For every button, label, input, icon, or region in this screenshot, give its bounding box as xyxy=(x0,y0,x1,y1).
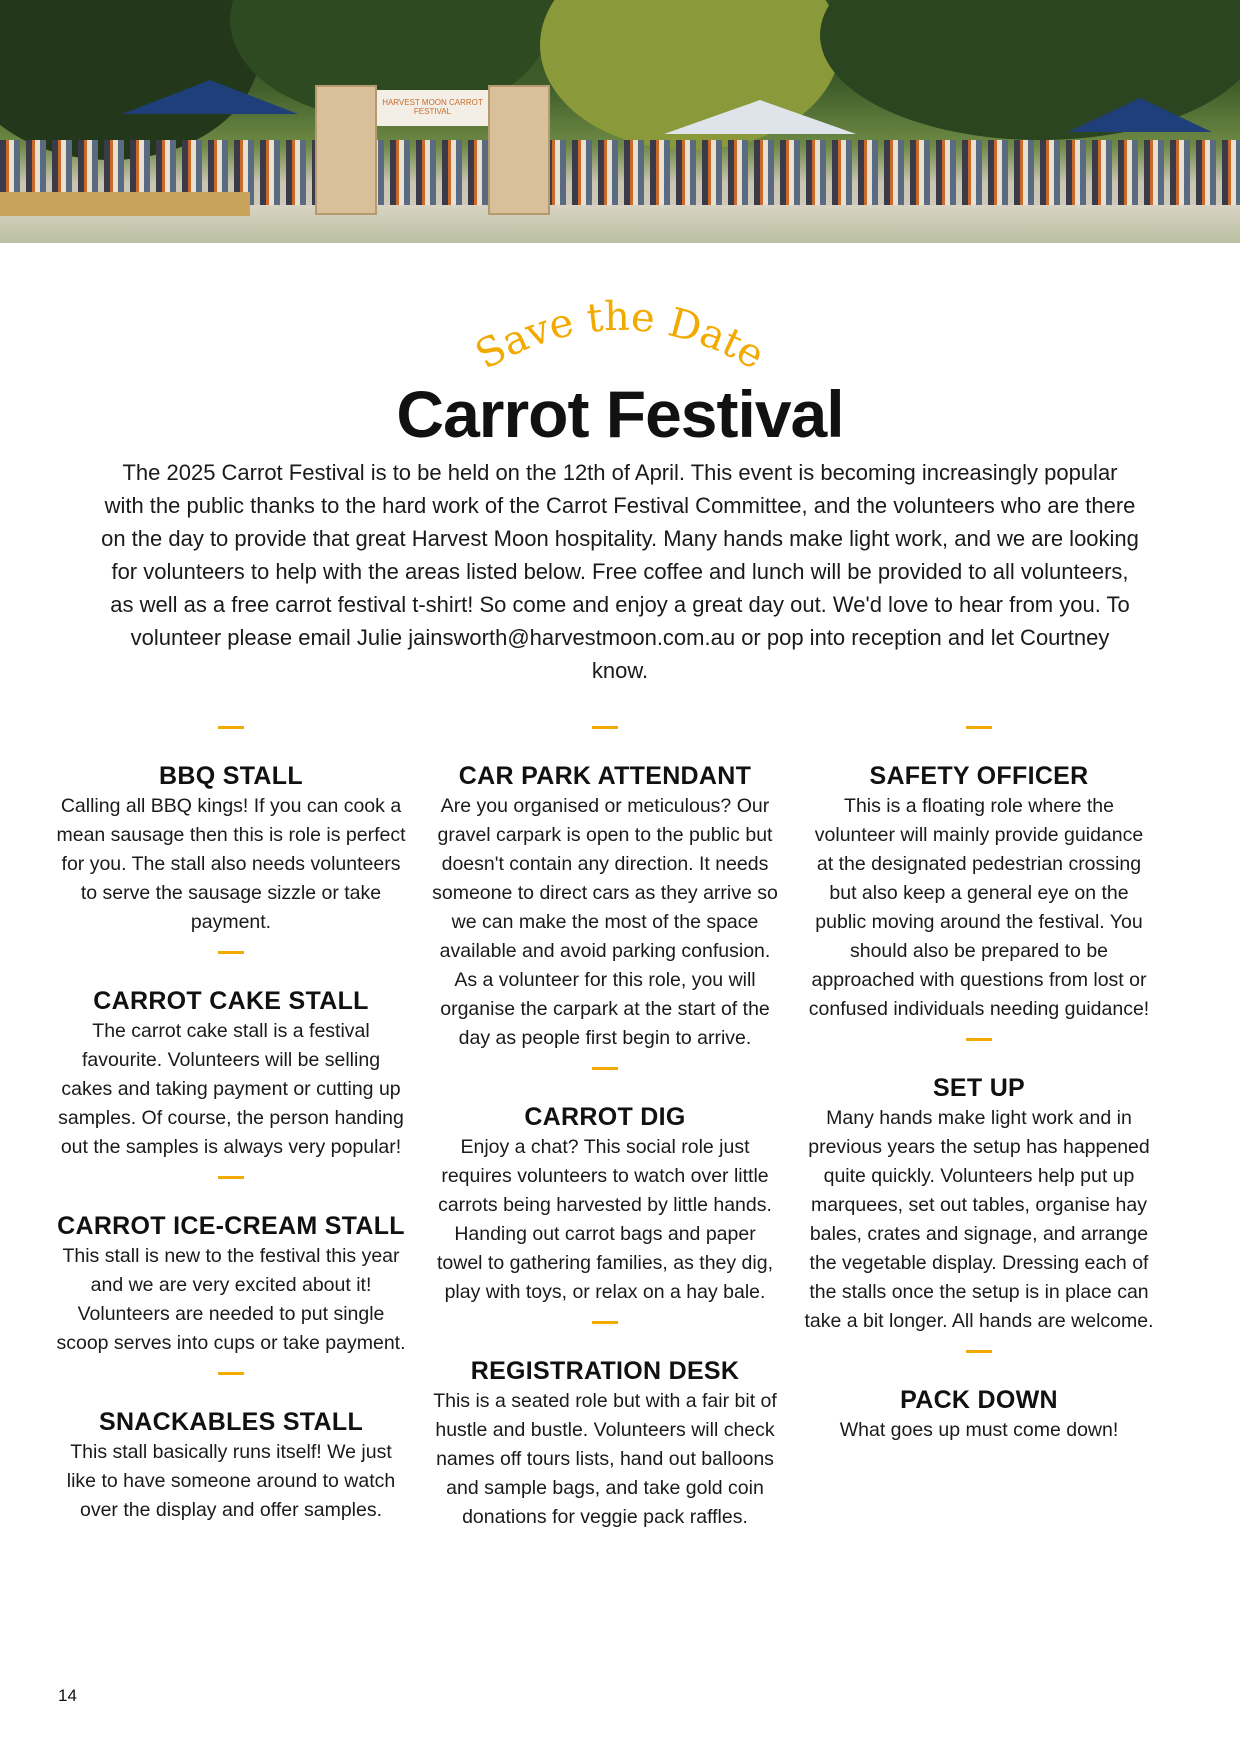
volunteer-role xyxy=(56,1176,406,1358)
role-description: Many hands make light work and in previous years the setup has happened quite quickly. Volunteers help put up marquees, set out tables, organise hay bales, crates and signage, and arrange the vegetable display. Dressing each of the stalls once the setup is in place can take a bit longer. All hands are welcome. xyxy=(804,1107,1154,1332)
intro-paragraph: The 2025 Carrot Festival is to be held on the 12th of April. This event is becoming increasingly popular with the public thanks to the hard work of the Carrot Festival Committee, and the volunteers who are there on the day to provide that great Harvest Moon hospitality. Many hands make light work, and we are looking for volunteers to help with the areas listed below. Free coffee and lunch will be provided to all volunteers, as well as a free carrot festival t-shirt! So come and enjoy a great day out. We'd love to hear from you. To volunteer please email Julie jainsworth@harvestmoon.com.au or pop into reception and let Courtney know. xyxy=(101,460,1139,683)
volunteer-role xyxy=(56,951,406,1162)
role-description: This stall is new to the festival this year and we are very excited about it! Volunteers are needed to put single scoop serves into cups or take payment. xyxy=(56,1245,406,1354)
accent-dash xyxy=(966,1350,992,1353)
volunteer-role xyxy=(430,1321,780,1532)
role-title: CAR PARK ATTENDANT xyxy=(458,762,752,790)
role-title: SNACKABLES STALL xyxy=(98,1408,364,1436)
festival-banner: HARVEST MOON CARROT FESTIVAL xyxy=(377,90,488,126)
volunteer-role xyxy=(804,726,1154,1024)
role-description: The carrot cake stall is a festival favourite. Volunteers will be selling cakes and taking payment or cutting up samples. Of course, the person handing out the samples is always very popular! xyxy=(58,1020,404,1158)
role-title: CARROT DIG xyxy=(524,1103,686,1131)
volunteer-role xyxy=(804,1350,1154,1445)
role-description: This stall basically runs itself! We just like to have someone around to watch over the display and offer samples. xyxy=(66,1441,396,1521)
accent-dash xyxy=(966,726,992,729)
volunteer-role xyxy=(430,726,780,1053)
role-description: Enjoy a chat? This social role just requires volunteers to watch over little carrots being harvested by little hands. Handing out carrot bags and paper towel to gathering families, as they dig, play with toys, or relax on a hay bale. xyxy=(436,1136,773,1303)
accent-dash xyxy=(218,1176,244,1179)
role-description: This is a floating role where the volunteer will mainly provide guidance at the designated pedestrian crossing but also keep a general eye on the public moving around the festival. You should also be prepared to be approached with questions from lost or confused individuals needing guidance! xyxy=(808,795,1150,1020)
accent-dash xyxy=(592,1067,618,1070)
accent-dash xyxy=(218,726,244,729)
role-title: SET UP xyxy=(932,1074,1026,1102)
role-description: Calling all BBQ kings! If you can cook a mean sausage then this is role is perfect for you. The stall also needs volunteers to serve the sausage sizzle or take payment. xyxy=(56,795,406,933)
page-title: Carrot Festival xyxy=(396,377,844,451)
volunteer-role xyxy=(430,1067,780,1307)
column-middle xyxy=(430,714,780,1546)
svg-text:Save the Date: Save the Date xyxy=(468,293,772,379)
role-title: CARROT CAKE STALL xyxy=(93,987,369,1015)
page-number: 14 xyxy=(58,1686,77,1705)
hero-photo xyxy=(0,0,1240,243)
column-left xyxy=(56,714,406,1539)
role-title: CARROT ICE-CREAM STALL xyxy=(57,1212,405,1240)
accent-dash xyxy=(218,951,244,954)
role-title: SAFETY OFFICER xyxy=(869,762,1089,790)
role-description: Are you organised or meticulous? Our gravel carpark is open to the public but doesn't contain any direction. It needs someone to direct cars as they arrive so we can make the most of the space available and avoid parking confusion. As a volunteer for this role, you will organise the carpark at the start of the day as people first begin to arrive. xyxy=(432,795,778,1049)
role-title: REGISTRATION DESK xyxy=(470,1357,740,1385)
volunteer-role xyxy=(804,1038,1154,1336)
role-description: What goes up must come down! xyxy=(839,1419,1119,1441)
accent-dash xyxy=(592,1321,618,1324)
role-title: PACK DOWN xyxy=(900,1386,1058,1414)
accent-dash xyxy=(218,1372,244,1375)
save-the-date-heading xyxy=(0,290,1240,380)
role-description: This is a seated role but with a fair bit of hustle and bustle. Volunteers will check names off tours lists, hand out balloons and sample bags, and take gold coin donations for veggie pack raffles. xyxy=(433,1390,777,1528)
accent-dash xyxy=(966,1038,992,1041)
accent-dash xyxy=(592,726,618,729)
role-title: BBQ STALL xyxy=(159,762,303,790)
column-right xyxy=(804,714,1154,1459)
volunteer-role xyxy=(56,726,406,937)
volunteer-role xyxy=(56,1372,406,1525)
